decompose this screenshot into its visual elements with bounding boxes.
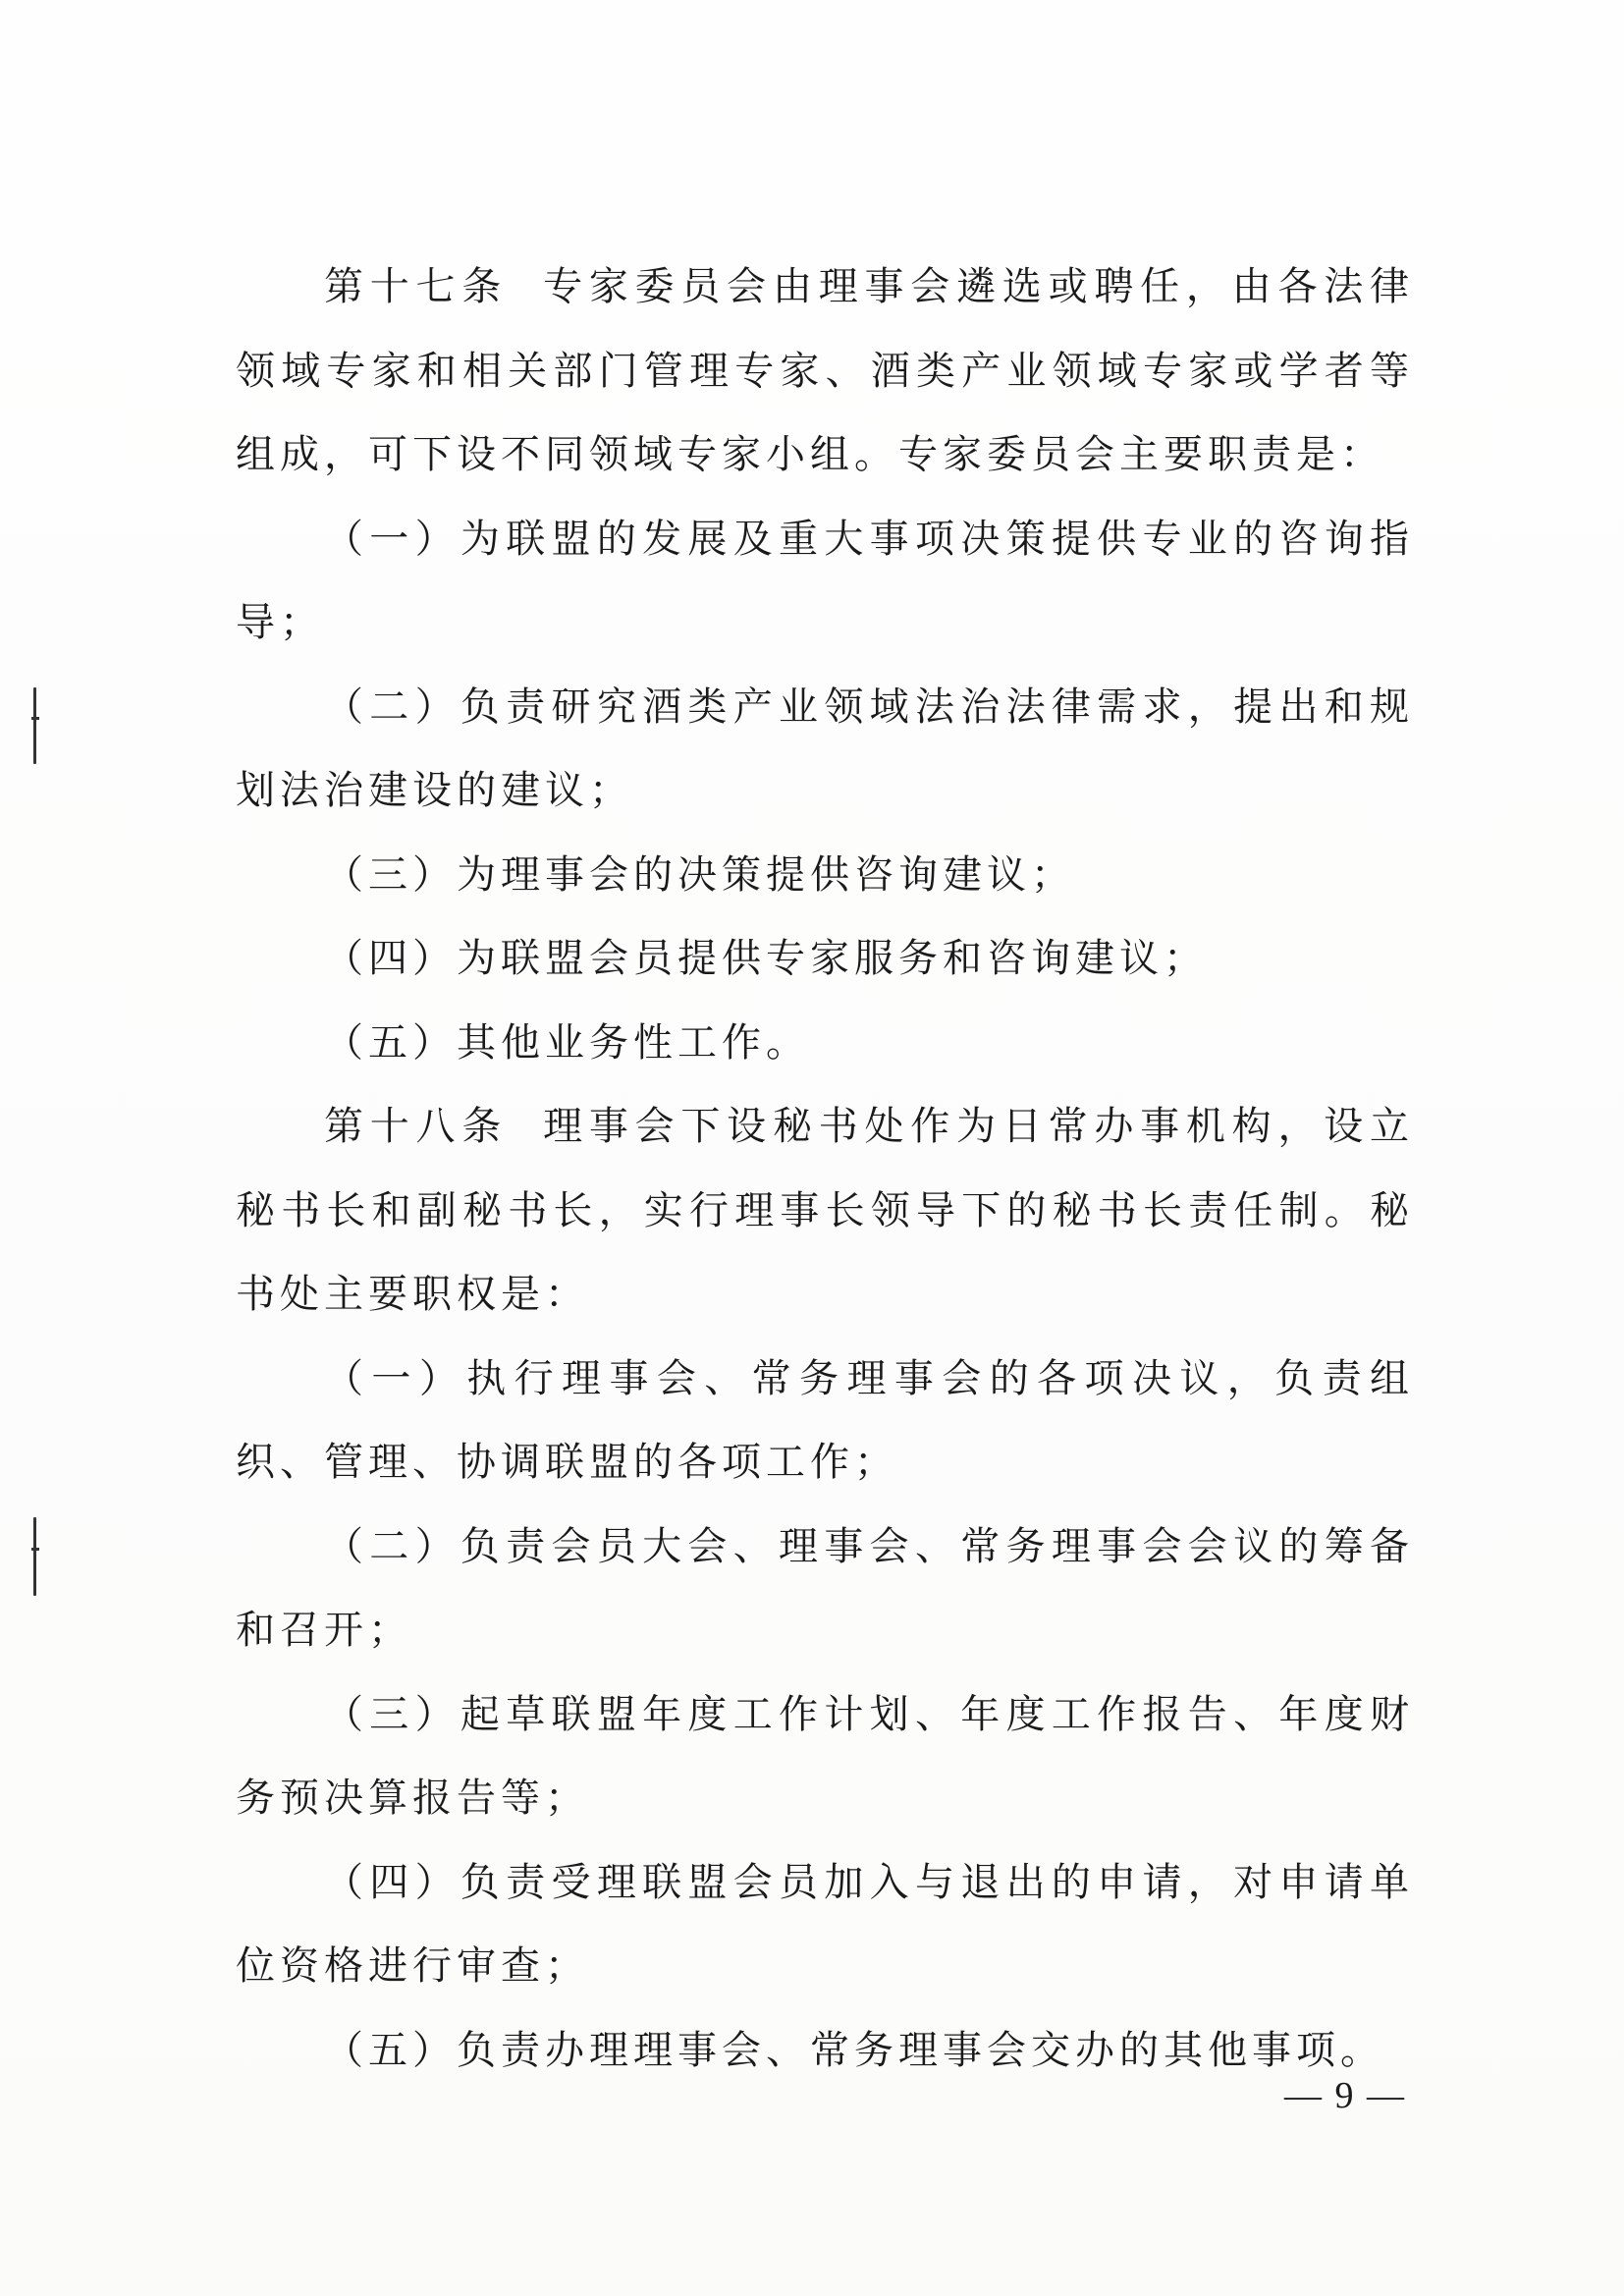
article-paragraph: [236, 1085, 1414, 1338]
paragraph-text: （二）负责研究酒类产业领域法治法律需求，提出和规划法治建设的建议；: [236, 683, 1414, 813]
paragraph-text: 专家委员会由理事会遴选或聘任，由各法律领域专家和相关部门管理专家、酒类产业领域专家或学者等组成，可下设不同领域专家小组。专家委员会主要职责是：: [236, 264, 1415, 477]
paragraph-text: （一）执行理事会、常务理事会的各项决议，负责组织、管理、协调联盟的各项工作；: [236, 1355, 1414, 1485]
list-item: [236, 1338, 1414, 1505]
paragraph-text: （五）负责办理理事会、常务理事会交办的其他事项。: [324, 2027, 1384, 2073]
page-number: — 9 —: [1284, 2075, 1406, 2116]
article-paragraph: [236, 246, 1414, 498]
paragraph-text: （四）负责受理联盟会员加入与退出的申请，对申请单位资格进行审查；: [236, 1859, 1414, 1989]
list-item: [236, 1002, 1414, 1086]
list-item: [236, 834, 1414, 918]
list-item: [236, 1673, 1414, 1841]
article-number: 第十七条: [324, 264, 509, 309]
list-item: [236, 2009, 1414, 2094]
paragraph-text: 理事会下设秘书处作为日常办事机构，设立秘书长和副秘书长，实行理事长领导下的秘书长责任制。秘书处主要职权是：: [236, 1104, 1415, 1317]
list-item: [236, 1505, 1414, 1673]
paragraph-text: （一）为联盟的发展及重大事项决策提供专业的咨询指导；: [236, 516, 1414, 645]
list-item: [236, 917, 1414, 1002]
paragraph-text: （四）为联盟会员提供专家服务和咨询建议；: [324, 936, 1208, 981]
document-body: [236, 246, 1414, 2093]
paragraph-text: （三）起草联盟年度工作计划、年度工作报告、年度财务预决算报告等；: [236, 1691, 1414, 1821]
binding-mark: [33, 687, 36, 764]
binding-mark: [31, 717, 39, 720]
binding-mark: [33, 1517, 36, 1596]
binding-mark: [31, 1548, 39, 1551]
paragraph-text: （二）负责会员大会、理事会、常务理事会会议的筹备和召开；: [236, 1523, 1414, 1653]
list-item: [236, 498, 1414, 666]
paragraph-text: （五）其他业务性工作。: [324, 1019, 810, 1066]
article-number: 第十八条: [324, 1104, 509, 1149]
list-item: [236, 666, 1414, 834]
list-item: [236, 1841, 1414, 2009]
paragraph-text: （三）为理事会的决策提供咨询建议；: [324, 851, 1075, 898]
